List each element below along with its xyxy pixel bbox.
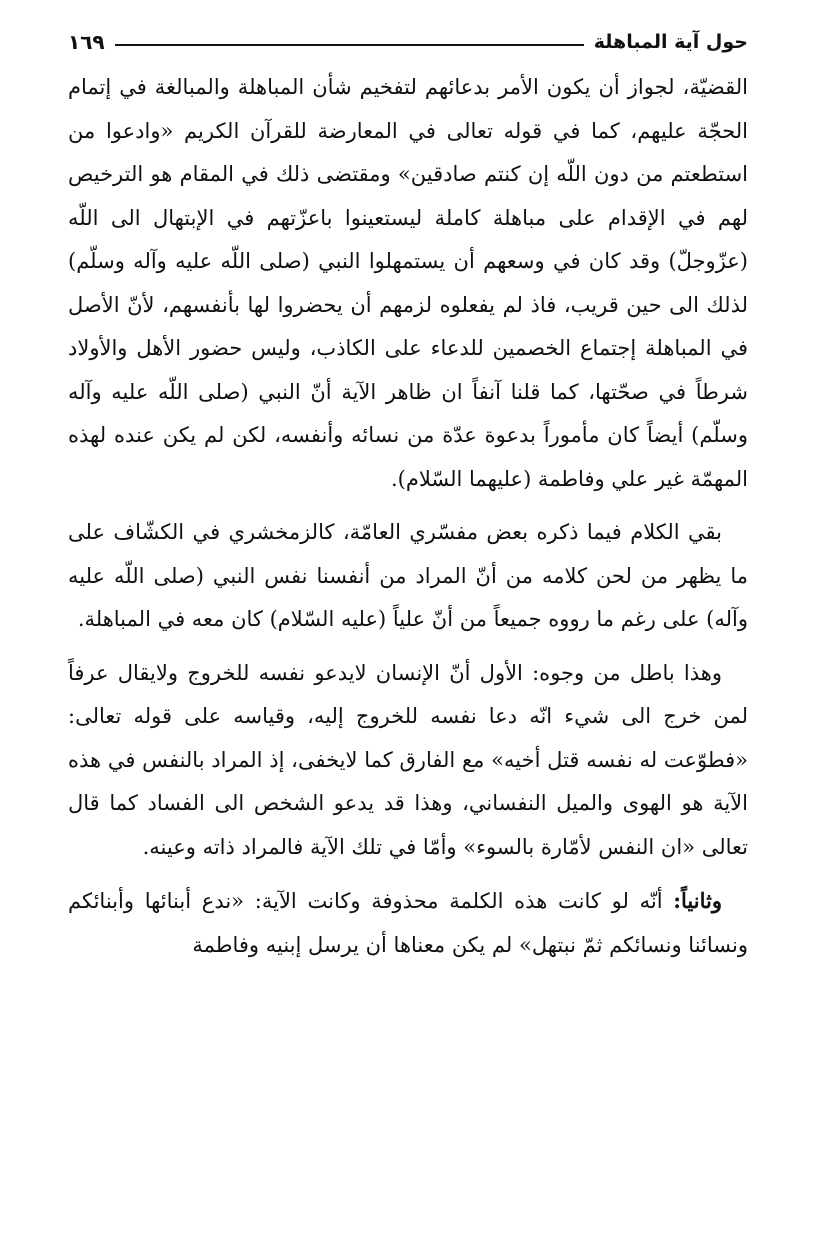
running-title: حول آية المباهلة bbox=[593, 31, 748, 53]
book-page bbox=[68, 22, 748, 977]
paragraph-zamakhshari: بقي الكلام فيما ذكره بعض مفسّري العامّة، كالزمخشري في الكشّاف على ما يظهر من لحن كلامه من أنّ المراد من أنفسنا نفس النبي (صلى اللّه عليه وآله) على رغم ما رووه جميعاً من أنّ علياً (عليه السّلام) كان معه في المباهلة. bbox=[68, 520, 748, 631]
page-header bbox=[68, 22, 748, 62]
paragraph-continued: القضيّة، لجواز أن يكون الأمر بدعائهم لتفخيم شأن المباهلة والمبالغة في إتمام الحجّة عليهم، كما في قوله تعالى في المعارضة للقرآن الكريم «وادعوا من استطعتم من دون اللّه إن كنتم صادقين» ومقتضى ذلك في المقام هو الترخيص لهم في الإقدام على مباهلة كاملة ليستعينوا باعزّتهم في الإبتهال الى اللّه (عزّوجلّ) وقد كان في وسعهم أن يستمهلوا النبي (صلى اللّه عليه وآله وسلّم) لذلك الى حين قريب، فاذ لم يفعلوه لزمهم أن يحضروا لها بأنفسهم، لأنّ الأصل في المباهلة إجتماع الخصمين للدعاء على الكاذب، وليس حضور الأهل والأولاد شرطاً في صحّتها، كما قلنا آنفاً ان ظاهر الآية أنّ النبي (صلى اللّه عليه وآله وسلّم) أيضاً كان مأموراً بدعوة عدّة من نسائه وأنفسه، لكن لم يكن عنده لهذه المهمّة غير علي وفاطمة (عليهما السّلام). bbox=[68, 75, 748, 491]
second-argument-text: أنّه لو كانت هذه الكلمة محذوفة وكانت الآية: «ندع أبنائها وأبنائكم ونسائنا ونسائكم ثمّ نبتهل» لم يكن معناها أن يرسل إبنيه وفاطمة bbox=[68, 889, 748, 957]
header-rule bbox=[115, 44, 584, 46]
body-text bbox=[68, 66, 748, 967]
second-argument-lead: وثانياً: bbox=[673, 888, 722, 913]
paragraph-first-argument: وهذا باطل من وجوه: الأول أنّ الإنسان لايدعو نفسه للخروج ولايقال عرفاً لمن خرج الى شيء انّه دعا نفسه للخروج إليه، وقياسه على قوله تعالى: «فطوّعت له نفسه قتل أخيه» مع الفارق كما لايخفى، إذ المراد بالنفس في هذه الآية هو الهوى والميل النفساني، وهذا قد يدعو الشخص الى الفساد كما قال تعالى «ان النفس لأمّارة بالسوء» وأمّا في تلك الآية فالمراد ذاته وعينه. bbox=[68, 660, 748, 859]
page-number: ١٦٩ bbox=[68, 30, 105, 54]
paragraph-second-argument bbox=[68, 879, 748, 967]
